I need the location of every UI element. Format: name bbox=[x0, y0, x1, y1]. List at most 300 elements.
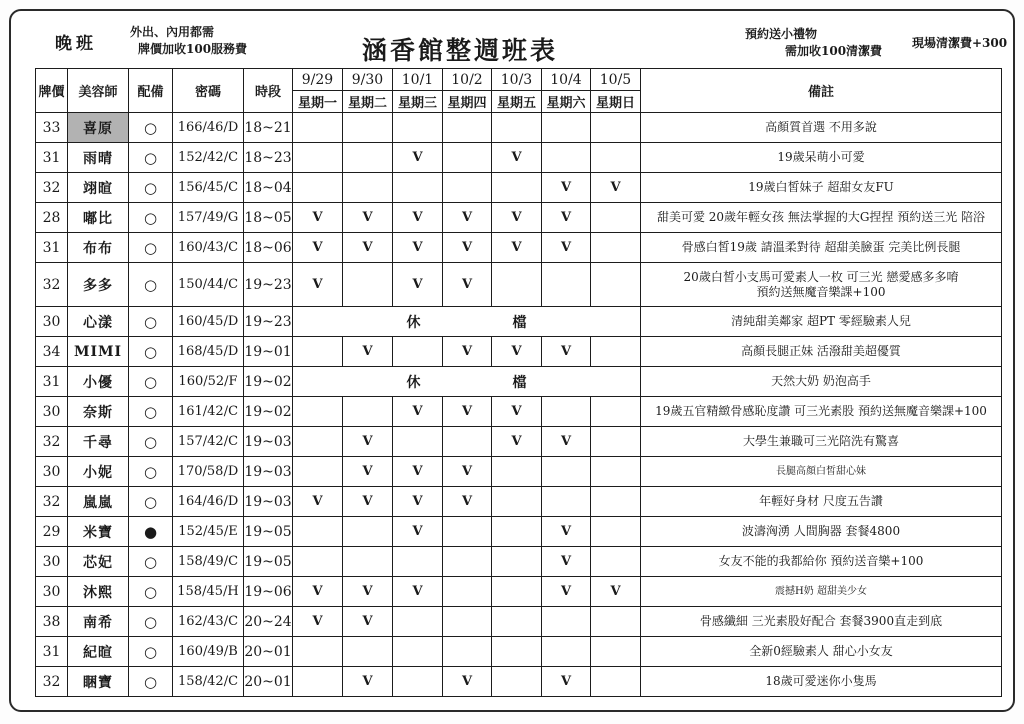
shift-checkmark-cell: V bbox=[591, 577, 641, 607]
remark-cell bbox=[641, 607, 1002, 637]
remark-cell bbox=[641, 233, 1002, 263]
time-slot-cell: 19~06 bbox=[244, 577, 293, 607]
remark-text: 19歲白皙妹子 超甜女友FU bbox=[748, 180, 894, 194]
price-cell: 33 bbox=[36, 113, 68, 143]
day-cell bbox=[591, 203, 641, 233]
day-cell bbox=[542, 397, 591, 427]
rest-labels bbox=[293, 372, 640, 392]
remark-text: 19歲呆萌小可愛 bbox=[777, 150, 865, 164]
code-cell: 158/45/H bbox=[173, 577, 244, 607]
hollow-circle-icon: ○ bbox=[129, 427, 173, 457]
day-cell bbox=[443, 113, 492, 143]
day-cell bbox=[393, 607, 443, 637]
table-row bbox=[36, 397, 1002, 427]
code-cell: 156/45/C bbox=[173, 173, 244, 203]
shift-checkmark-cell: V bbox=[293, 263, 343, 307]
beautician-name-cell: 小妮 bbox=[68, 457, 129, 487]
column-header-price: 牌價 bbox=[36, 69, 68, 113]
beautician-name-cell: MIMI bbox=[68, 337, 129, 367]
shift-checkmark-cell: V bbox=[343, 203, 393, 233]
day-cell bbox=[591, 427, 641, 457]
price-cell: 32 bbox=[36, 173, 68, 203]
column-header-date: 9/29 bbox=[293, 69, 343, 91]
shift-checkmark-cell: V bbox=[293, 607, 343, 637]
shift-checkmark-cell: V bbox=[393, 517, 443, 547]
shift-checkmark-cell: V bbox=[542, 547, 591, 577]
remark-text: 長腿高顏白皙甜心妹 bbox=[776, 466, 866, 477]
code-cell: 170/58/D bbox=[173, 457, 244, 487]
column-header-remarks: 備註 bbox=[641, 69, 1002, 113]
beautician-name-cell: 喜原 bbox=[68, 113, 129, 143]
day-cell bbox=[591, 457, 641, 487]
day-cell bbox=[343, 143, 393, 173]
table-row bbox=[36, 263, 1002, 307]
price-cell: 38 bbox=[36, 607, 68, 637]
day-cell bbox=[443, 173, 492, 203]
price-cell: 30 bbox=[36, 547, 68, 577]
remark-cell bbox=[641, 547, 1002, 577]
remark-cell bbox=[641, 367, 1002, 397]
day-cell bbox=[492, 517, 542, 547]
remark-cell bbox=[641, 667, 1002, 697]
time-slot-cell: 19~05 bbox=[244, 517, 293, 547]
code-cell: 162/43/C bbox=[173, 607, 244, 637]
hollow-circle-icon: ○ bbox=[129, 637, 173, 667]
day-cell bbox=[293, 667, 343, 697]
shift-checkmark-cell: V bbox=[343, 487, 393, 517]
shift-checkmark-cell: V bbox=[443, 457, 492, 487]
remark-cell bbox=[641, 577, 1002, 607]
day-cell bbox=[343, 547, 393, 577]
beautician-name-cell: 千尋 bbox=[68, 427, 129, 457]
hollow-circle-icon: ○ bbox=[129, 487, 173, 517]
shift-checkmark-cell: V bbox=[343, 427, 393, 457]
filled-circle-icon: ● bbox=[129, 517, 173, 547]
beautician-name-cell: 紀暄 bbox=[68, 637, 129, 667]
hollow-circle-icon: ○ bbox=[129, 307, 173, 337]
shift-checkmark-cell: V bbox=[542, 427, 591, 457]
shift-checkmark-cell: V bbox=[542, 203, 591, 233]
service-fee-note-line2: 牌價加收100服務費 bbox=[138, 42, 248, 56]
day-cell bbox=[443, 637, 492, 667]
day-cell bbox=[393, 113, 443, 143]
hollow-circle-icon: ○ bbox=[129, 263, 173, 307]
remark-text: 19歲五官精緻骨感恥度讚 可三光素股 預約送無魔音樂課+100 bbox=[655, 404, 987, 418]
hollow-circle-icon: ○ bbox=[129, 667, 173, 697]
price-cell: 31 bbox=[36, 367, 68, 397]
hollow-circle-icon: ○ bbox=[129, 457, 173, 487]
shift-checkmark-cell: V bbox=[393, 233, 443, 263]
column-header-beautician: 美容師 bbox=[68, 69, 129, 113]
table-row bbox=[36, 577, 1002, 607]
day-cell bbox=[293, 427, 343, 457]
day-cell bbox=[591, 667, 641, 697]
remark-text: 天然大奶 奶泡高手 bbox=[771, 374, 871, 388]
price-cell: 32 bbox=[36, 263, 68, 307]
price-cell: 31 bbox=[36, 637, 68, 667]
column-header-weekday: 星期五 bbox=[492, 91, 542, 113]
day-cell bbox=[492, 487, 542, 517]
day-cell bbox=[591, 487, 641, 517]
time-slot-cell: 19~03 bbox=[244, 487, 293, 517]
rest-label: 檔 bbox=[512, 314, 527, 331]
shift-checkmark-cell: V bbox=[393, 263, 443, 307]
table-row bbox=[36, 457, 1002, 487]
day-cell bbox=[343, 517, 393, 547]
time-slot-cell: 19~03 bbox=[244, 427, 293, 457]
hollow-circle-icon: ○ bbox=[129, 547, 173, 577]
code-cell: 152/42/C bbox=[173, 143, 244, 173]
remark-text: 波濤洶湧 人間胸器 套餐4800 bbox=[741, 524, 901, 538]
day-cell bbox=[293, 173, 343, 203]
shift-checkmark-cell: V bbox=[293, 487, 343, 517]
remark-cell bbox=[641, 427, 1002, 457]
remark-text: 清純甜美鄰家 超PT 零經驗素人兒 bbox=[731, 314, 911, 328]
price-cell: 29 bbox=[36, 517, 68, 547]
day-cell bbox=[443, 517, 492, 547]
hollow-circle-icon: ○ bbox=[129, 397, 173, 427]
shift-checkmark-cell: V bbox=[443, 397, 492, 427]
code-cell: 161/42/C bbox=[173, 397, 244, 427]
price-cell: 32 bbox=[36, 667, 68, 697]
shift-checkmark-cell: V bbox=[343, 457, 393, 487]
time-slot-cell: 20~01 bbox=[244, 637, 293, 667]
onsite-fee-note: 現場清潔費+300 bbox=[912, 36, 1008, 50]
shift-checkmark-cell: V bbox=[492, 397, 542, 427]
day-cell bbox=[443, 427, 492, 457]
page-title: 涵香館整週班表 bbox=[362, 36, 559, 65]
remark-cell bbox=[641, 113, 1002, 143]
day-cell bbox=[393, 427, 443, 457]
beautician-name-cell: 翊暄 bbox=[68, 173, 129, 203]
day-cell bbox=[542, 637, 591, 667]
hollow-circle-icon: ○ bbox=[129, 203, 173, 233]
beautician-name-cell: 嘟比 bbox=[68, 203, 129, 233]
shift-checkmark-cell: V bbox=[393, 203, 443, 233]
remark-text: 骨感白皙19歲 請溫柔對待 超甜美臉蛋 完美比例長腿 bbox=[681, 240, 961, 254]
beautician-name-cell: 米寶 bbox=[68, 517, 129, 547]
shift-checkmark-cell: V bbox=[542, 577, 591, 607]
booking-gift-note-line1: 預約送小禮物 bbox=[745, 27, 818, 41]
column-header-date: 9/30 bbox=[343, 69, 393, 91]
service-fee-note bbox=[130, 24, 247, 58]
hollow-circle-icon: ○ bbox=[129, 337, 173, 367]
code-cell: 158/49/C bbox=[173, 547, 244, 577]
remark-text: 高顏質首選 不用多說 bbox=[765, 120, 877, 134]
table-row bbox=[36, 113, 1002, 143]
hollow-circle-icon: ○ bbox=[129, 577, 173, 607]
service-fee-note-line1: 外出、內用都需 bbox=[130, 25, 215, 39]
remark-cell bbox=[641, 263, 1002, 307]
day-cell bbox=[542, 263, 591, 307]
shift-checkmark-cell: V bbox=[343, 233, 393, 263]
remark-text-line2: 預約送無魔音樂課+100 bbox=[756, 284, 886, 299]
time-slot-cell: 19~05 bbox=[244, 547, 293, 577]
day-cell bbox=[591, 517, 641, 547]
column-header-weekday: 星期四 bbox=[443, 91, 492, 113]
shift-checkmark-cell: V bbox=[393, 577, 443, 607]
beautician-name-cell: 南希 bbox=[68, 607, 129, 637]
remark-cell bbox=[641, 517, 1002, 547]
day-cell bbox=[492, 173, 542, 203]
day-cell bbox=[343, 263, 393, 307]
shift-checkmark-cell: V bbox=[492, 143, 542, 173]
code-cell: 160/45/D bbox=[173, 307, 244, 337]
remark-cell bbox=[641, 637, 1002, 667]
beautician-name-cell: 多多 bbox=[68, 263, 129, 307]
column-header-weekday: 星期三 bbox=[393, 91, 443, 113]
day-cell bbox=[492, 607, 542, 637]
price-cell: 34 bbox=[36, 337, 68, 367]
shift-checkmark-cell: V bbox=[542, 173, 591, 203]
shift-checkmark-cell: V bbox=[443, 233, 492, 263]
column-header-date: 10/5 bbox=[591, 69, 641, 91]
code-cell: 160/52/F bbox=[173, 367, 244, 397]
shift-checkmark-cell: V bbox=[343, 577, 393, 607]
price-cell: 30 bbox=[36, 307, 68, 337]
hollow-circle-icon: ○ bbox=[129, 607, 173, 637]
day-cell bbox=[492, 577, 542, 607]
rest-label: 休 bbox=[406, 374, 421, 391]
shift-checkmark-cell: V bbox=[443, 667, 492, 697]
day-cell bbox=[591, 113, 641, 143]
time-slot-cell: 19~03 bbox=[244, 457, 293, 487]
beautician-name-cell: 沐熙 bbox=[68, 577, 129, 607]
table-row bbox=[36, 233, 1002, 263]
column-header-weekday: 星期六 bbox=[542, 91, 591, 113]
column-header-equipment: 配備 bbox=[129, 69, 173, 113]
time-slot-cell: 19~02 bbox=[244, 397, 293, 427]
day-cell bbox=[293, 337, 343, 367]
schedule-table bbox=[35, 68, 1002, 697]
day-cell bbox=[293, 113, 343, 143]
column-header-date: 10/1 bbox=[393, 69, 443, 91]
booking-gift-note-line2: 需加收100清潔費 bbox=[785, 44, 883, 58]
day-cell bbox=[591, 547, 641, 577]
day-cell bbox=[591, 233, 641, 263]
shift-checkmark-cell: V bbox=[343, 607, 393, 637]
beautician-name-cell: 芯妃 bbox=[68, 547, 129, 577]
day-cell bbox=[542, 607, 591, 637]
day-cell bbox=[492, 637, 542, 667]
table-row bbox=[36, 307, 1002, 337]
day-cell bbox=[591, 637, 641, 667]
column-header-weekday: 星期二 bbox=[343, 91, 393, 113]
shift-checkmark-cell: V bbox=[443, 337, 492, 367]
remark-cell bbox=[641, 203, 1002, 233]
day-cell bbox=[542, 457, 591, 487]
shift-checkmark-cell: V bbox=[542, 667, 591, 697]
day-cell bbox=[343, 113, 393, 143]
remark-cell bbox=[641, 457, 1002, 487]
day-cell bbox=[293, 143, 343, 173]
code-cell: 168/45/D bbox=[173, 337, 244, 367]
day-cell bbox=[443, 547, 492, 577]
day-cell bbox=[542, 113, 591, 143]
price-cell: 32 bbox=[36, 487, 68, 517]
price-cell: 31 bbox=[36, 233, 68, 263]
hollow-circle-icon: ○ bbox=[129, 173, 173, 203]
table-row bbox=[36, 667, 1002, 697]
beautician-name-cell: 雨晴 bbox=[68, 143, 129, 173]
column-header-date: 10/4 bbox=[542, 69, 591, 91]
hollow-circle-icon: ○ bbox=[129, 233, 173, 263]
beautician-name-cell: 心漾 bbox=[68, 307, 129, 337]
day-cell bbox=[492, 113, 542, 143]
code-cell: 158/42/C bbox=[173, 667, 244, 697]
day-cell bbox=[591, 397, 641, 427]
day-cell bbox=[492, 547, 542, 577]
code-cell: 164/46/D bbox=[173, 487, 244, 517]
table-row bbox=[36, 427, 1002, 457]
code-cell: 160/49/B bbox=[173, 637, 244, 667]
shift-checkmark-cell: V bbox=[443, 487, 492, 517]
remark-text: 震撼H奶 超甜美少女 bbox=[775, 586, 867, 597]
remark-text: 18歲可愛迷你小隻馬 bbox=[765, 674, 877, 688]
day-cell bbox=[343, 173, 393, 203]
day-cell bbox=[343, 637, 393, 667]
shift-checkmark-cell: V bbox=[492, 203, 542, 233]
day-cell bbox=[393, 337, 443, 367]
column-header-weekday: 星期日 bbox=[591, 91, 641, 113]
remark-cell bbox=[641, 337, 1002, 367]
day-cell bbox=[492, 457, 542, 487]
table-row bbox=[36, 367, 1002, 397]
shift-checkmark-cell: V bbox=[343, 667, 393, 697]
day-cell bbox=[591, 143, 641, 173]
rest-label: 檔 bbox=[512, 374, 527, 391]
time-slot-cell: 20~24 bbox=[244, 607, 293, 637]
day-cell bbox=[393, 547, 443, 577]
price-cell: 30 bbox=[36, 397, 68, 427]
table-row bbox=[36, 173, 1002, 203]
column-header-weekday: 星期一 bbox=[293, 91, 343, 113]
booking-gift-note bbox=[745, 26, 882, 60]
shift-checkmark-cell: V bbox=[492, 427, 542, 457]
time-slot-cell: 18~04 bbox=[244, 173, 293, 203]
day-cell bbox=[443, 607, 492, 637]
code-cell: 160/43/C bbox=[173, 233, 244, 263]
day-cell bbox=[293, 517, 343, 547]
remark-text: 骨感纖細 三光素股好配合 套餐3900直走到底 bbox=[699, 614, 943, 628]
hollow-circle-icon: ○ bbox=[129, 367, 173, 397]
beautician-name-cell: 小優 bbox=[68, 367, 129, 397]
remark-text: 甜美可愛 20歲年輕女孩 無法掌握的大G捏捏 預約送三光 陪浴 bbox=[656, 210, 986, 224]
shift-checkmark-cell: V bbox=[393, 397, 443, 427]
shift-checkmark-cell: V bbox=[591, 173, 641, 203]
remark-text: 全新0經驗素人 甜心小女友 bbox=[749, 644, 893, 658]
rest-label: 休 bbox=[406, 314, 421, 331]
day-cell bbox=[591, 263, 641, 307]
time-slot-cell: 19~23 bbox=[244, 307, 293, 337]
remark-text: 年輕好身材 尺度五告讚 bbox=[759, 494, 883, 508]
day-cell bbox=[343, 397, 393, 427]
day-cell bbox=[492, 667, 542, 697]
remark-text: 大學生兼職可三光陪洗有驚喜 bbox=[742, 434, 899, 448]
remark-cell bbox=[641, 143, 1002, 173]
day-cell bbox=[591, 337, 641, 367]
day-cell bbox=[591, 607, 641, 637]
beautician-name-cell: 睏寶 bbox=[68, 667, 129, 697]
day-cell bbox=[293, 547, 343, 577]
hollow-circle-icon: ○ bbox=[129, 143, 173, 173]
column-header-date: 10/3 bbox=[492, 69, 542, 91]
remark-cell bbox=[641, 487, 1002, 517]
table-row bbox=[36, 607, 1002, 637]
code-cell: 166/46/D bbox=[173, 113, 244, 143]
table-row bbox=[36, 547, 1002, 577]
rest-labels bbox=[293, 312, 640, 332]
column-header-date: 10/2 bbox=[443, 69, 492, 91]
column-header-time: 時段 bbox=[244, 69, 293, 113]
remark-text: 女友不能的我都給你 預約送音樂+100 bbox=[718, 554, 924, 568]
time-slot-cell: 18~23 bbox=[244, 143, 293, 173]
shift-checkmark-cell: V bbox=[492, 337, 542, 367]
day-cell bbox=[393, 667, 443, 697]
shift-checkmark-cell: V bbox=[542, 233, 591, 263]
day-cell bbox=[492, 263, 542, 307]
shift-checkmark-cell: V bbox=[393, 457, 443, 487]
price-cell: 32 bbox=[36, 427, 68, 457]
rest-period-cell bbox=[293, 367, 641, 397]
remark-text: 高顏長腿正妹 活潑甜美超優質 bbox=[741, 344, 901, 358]
time-slot-cell: 19~02 bbox=[244, 367, 293, 397]
beautician-name-cell: 奈斯 bbox=[68, 397, 129, 427]
price-cell: 31 bbox=[36, 143, 68, 173]
time-slot-cell: 19~01 bbox=[244, 337, 293, 367]
day-cell bbox=[293, 397, 343, 427]
price-cell: 30 bbox=[36, 577, 68, 607]
time-slot-cell: 18~21 bbox=[244, 113, 293, 143]
remark-cell bbox=[641, 307, 1002, 337]
remark-cell bbox=[641, 397, 1002, 427]
day-cell bbox=[542, 143, 591, 173]
shift-checkmark-cell: V bbox=[492, 233, 542, 263]
shift-checkmark-cell: V bbox=[393, 487, 443, 517]
day-cell bbox=[542, 487, 591, 517]
shift-checkmark-cell: V bbox=[542, 337, 591, 367]
code-cell: 150/44/C bbox=[173, 263, 244, 307]
time-slot-cell: 18~05 bbox=[244, 203, 293, 233]
rest-period-cell bbox=[293, 307, 641, 337]
hollow-circle-icon: ○ bbox=[129, 113, 173, 143]
code-cell: 157/49/G bbox=[173, 203, 244, 233]
beautician-name-cell: 嵐嵐 bbox=[68, 487, 129, 517]
beautician-name-cell: 布布 bbox=[68, 233, 129, 263]
table-row bbox=[36, 143, 1002, 173]
day-cell bbox=[443, 577, 492, 607]
remark-text: 20歲白皙小支馬可愛素人一枚 可三光 戀愛感多多唷 bbox=[683, 269, 959, 284]
day-cell bbox=[393, 637, 443, 667]
time-slot-cell: 19~23 bbox=[244, 263, 293, 307]
time-slot-cell: 18~06 bbox=[244, 233, 293, 263]
day-cell bbox=[293, 457, 343, 487]
column-header-code: 密碼 bbox=[173, 69, 244, 113]
shift-checkmark-cell: V bbox=[293, 233, 343, 263]
day-cell bbox=[443, 143, 492, 173]
shift-checkmark-cell: V bbox=[542, 517, 591, 547]
shift-checkmark-cell: V bbox=[293, 577, 343, 607]
time-slot-cell: 20~01 bbox=[244, 667, 293, 697]
table-row bbox=[36, 637, 1002, 667]
remark-cell bbox=[641, 173, 1002, 203]
code-cell: 152/45/E bbox=[173, 517, 244, 547]
table-row bbox=[36, 487, 1002, 517]
price-cell: 28 bbox=[36, 203, 68, 233]
shift-checkmark-cell: V bbox=[293, 203, 343, 233]
table-row bbox=[36, 337, 1002, 367]
code-cell: 157/42/C bbox=[173, 427, 244, 457]
